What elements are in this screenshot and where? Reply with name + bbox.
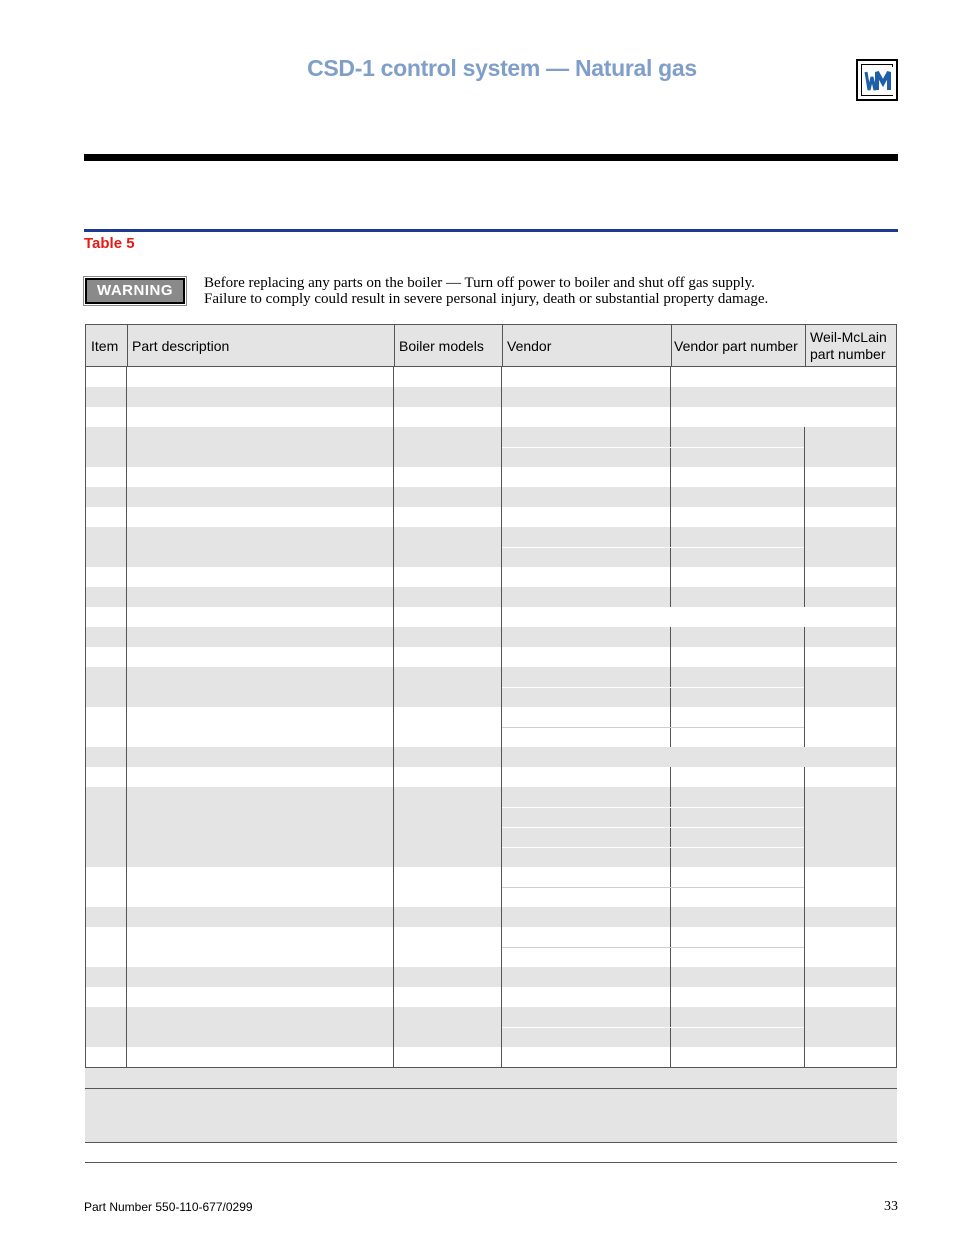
table-row <box>85 667 897 707</box>
table-row <box>85 367 897 387</box>
table-row <box>85 767 897 787</box>
weil-mclain-logo <box>856 59 898 101</box>
col-weil-mclain-part-number <box>805 325 897 366</box>
table-row <box>85 927 897 967</box>
table-row <box>85 507 897 527</box>
col-item: Item <box>91 337 119 354</box>
table-row <box>85 407 897 427</box>
header-rule <box>84 154 898 161</box>
warning-line-2: Failure to comply could result in severe personal injury, death or substantial property damage. <box>204 291 769 307</box>
table-note-row <box>85 1067 897 1088</box>
table-row <box>85 987 897 1007</box>
table-row <box>85 867 897 907</box>
col-vendor: Vendor <box>507 337 552 354</box>
warning-line-1: Before replacing any parts on the boiler — Turn off power to boiler and shut off gas supply. <box>204 275 755 291</box>
table-note-row <box>85 1142 897 1162</box>
table-header <box>85 324 897 367</box>
table-row <box>85 587 897 607</box>
table-row <box>85 607 897 627</box>
table-row <box>85 967 897 987</box>
table-row <box>85 1047 897 1067</box>
table-row <box>85 747 897 767</box>
table-note-block <box>85 1088 897 1142</box>
col-boiler-models: Boiler models <box>399 337 484 354</box>
table-row <box>85 467 897 487</box>
table-row <box>85 487 897 507</box>
table-row <box>85 1007 897 1047</box>
col-weil-mclain-line-2: part number <box>810 345 886 362</box>
col-vendor-part-number: Vendor part number <box>674 337 798 354</box>
table-row <box>85 567 897 587</box>
warning-badge: WARNING <box>85 278 185 304</box>
col-part-description: Part description <box>132 337 230 354</box>
table-row <box>85 527 897 567</box>
table-row <box>85 387 897 407</box>
warning-text <box>204 275 894 307</box>
table-row <box>85 647 897 667</box>
table-row <box>85 627 897 647</box>
page-number: 33 <box>884 1199 898 1214</box>
table-row <box>85 787 897 867</box>
section-rule <box>84 229 898 232</box>
table-row <box>85 427 897 467</box>
footer-part-number: Part Number 550-110-677/0299 <box>84 1200 253 1214</box>
table-label: Table 5 <box>84 235 135 252</box>
page-title: CSD-1 control system — Natural gas <box>307 55 697 81</box>
col-weil-mclain-line-1: Weil-McLain <box>810 328 887 345</box>
table-row <box>85 707 897 747</box>
table-row <box>85 907 897 927</box>
